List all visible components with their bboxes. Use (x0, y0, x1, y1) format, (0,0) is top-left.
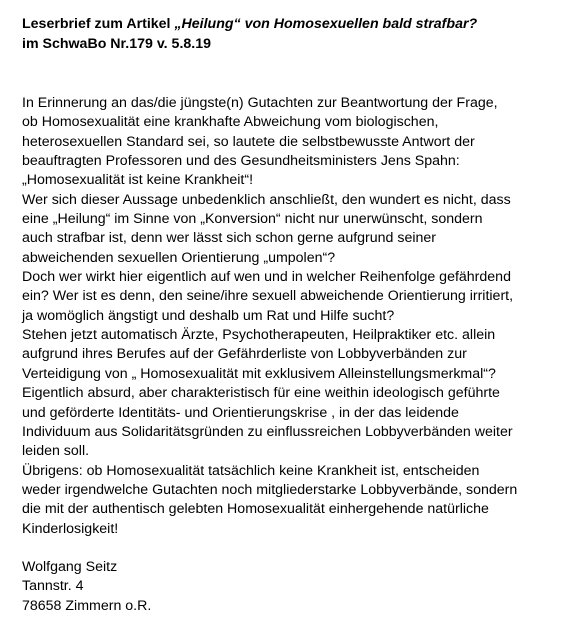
body-line: ja womöglich ängstigt und deshalb um Rat und Hilfe sucht? (22, 307, 395, 324)
signature-name: Wolfgang Seitz (22, 558, 118, 575)
heading-prefix: Leserbrief zum Artikel (22, 16, 175, 32)
body-line: eine „Heilung“ im Sinne von „Konversion“ nicht nur unerwünscht, sondern (22, 211, 483, 228)
heading-article-title: „Heilung“ von Homosexuellen bald strafbar? (174, 16, 478, 32)
signature-street: Tannstr. 4 (22, 578, 84, 595)
body-line: auch strafbar ist, denn wer lässt sich schon gerne aufgrund seiner (22, 230, 437, 247)
body-line: heterosexuellen Standard sei, so lautete die selbstbewusste Antwort der (22, 133, 475, 150)
body-line: die mit der authentisch gelebten Homosexualität einhergehende natürliche (22, 501, 489, 518)
letter-page (22, 14, 570, 616)
body-line: Individuum aus Solidaritätsgründen zu einflussreichen Lobbyverbänden weiter (22, 423, 513, 440)
body-line: Kinderlosigkeit! (22, 520, 119, 537)
body-line: Wer sich dieser Aussage unbedenklich anschließt, den wundert es nicht, dass (22, 191, 511, 208)
letter-heading (22, 14, 570, 54)
heading-line-1 (22, 14, 570, 34)
body-line: Stehen jetzt automatisch Ärzte, Psychotherapeuten, Heilpraktiker etc. allein (22, 327, 496, 344)
body-line: und geförderte Identitäts- und Orientierungskrise , in der das leidende (22, 404, 459, 421)
body-line: leiden soll. (22, 443, 90, 460)
body-line: abweichenden sexuellen Orientierung „umpolen“? (22, 249, 336, 266)
body-line: Verteidigung von „ Homosexualität mit exklusivem Alleinstellungsmerkmal“? (22, 365, 496, 382)
body-line: Übrigens: ob Homosexualität tatsächlich keine Krankheit ist, entscheiden (22, 462, 480, 479)
body-line: In Erinnerung an das/die jüngste(n) Gutachten zur Beantwortung der Frage, (22, 95, 498, 111)
signature-city: 78658 Zimmern o.R. (22, 597, 152, 614)
letter-body (22, 94, 570, 539)
body-line: ob Homosexualität eine krankhafte Abweichung vom biologischen, (22, 114, 439, 131)
body-line: Doch wer wirkt hier eigentlich auf wen und in welcher Reihenfolge gefährdend (22, 269, 511, 286)
body-line: ein? Wer ist es denn, den seine/ihre sexuell abweichende Orientierung irritiert, (22, 288, 514, 305)
body-line: Eigentlich absurd, aber charakteristisch für eine weithin ideologisch geführte (22, 385, 500, 402)
heading-line-2: im SchwaBo Nr.179 v. 5.8.19 (22, 36, 212, 52)
body-line: aufgrund ihres Berufes auf der Gefährderliste von Lobbyverbänden zur (22, 346, 467, 363)
body-line: „Homosexualität ist keine Krankheit“! (22, 172, 254, 189)
signature-block (22, 558, 570, 616)
body-line: beauftragten Professoren und des Gesundheitsministers Jens Spahn: (22, 153, 460, 170)
body-line: weder irgendwelche Gutachten noch mitgliederstarke Lobbyverbände, sondern (22, 481, 518, 498)
